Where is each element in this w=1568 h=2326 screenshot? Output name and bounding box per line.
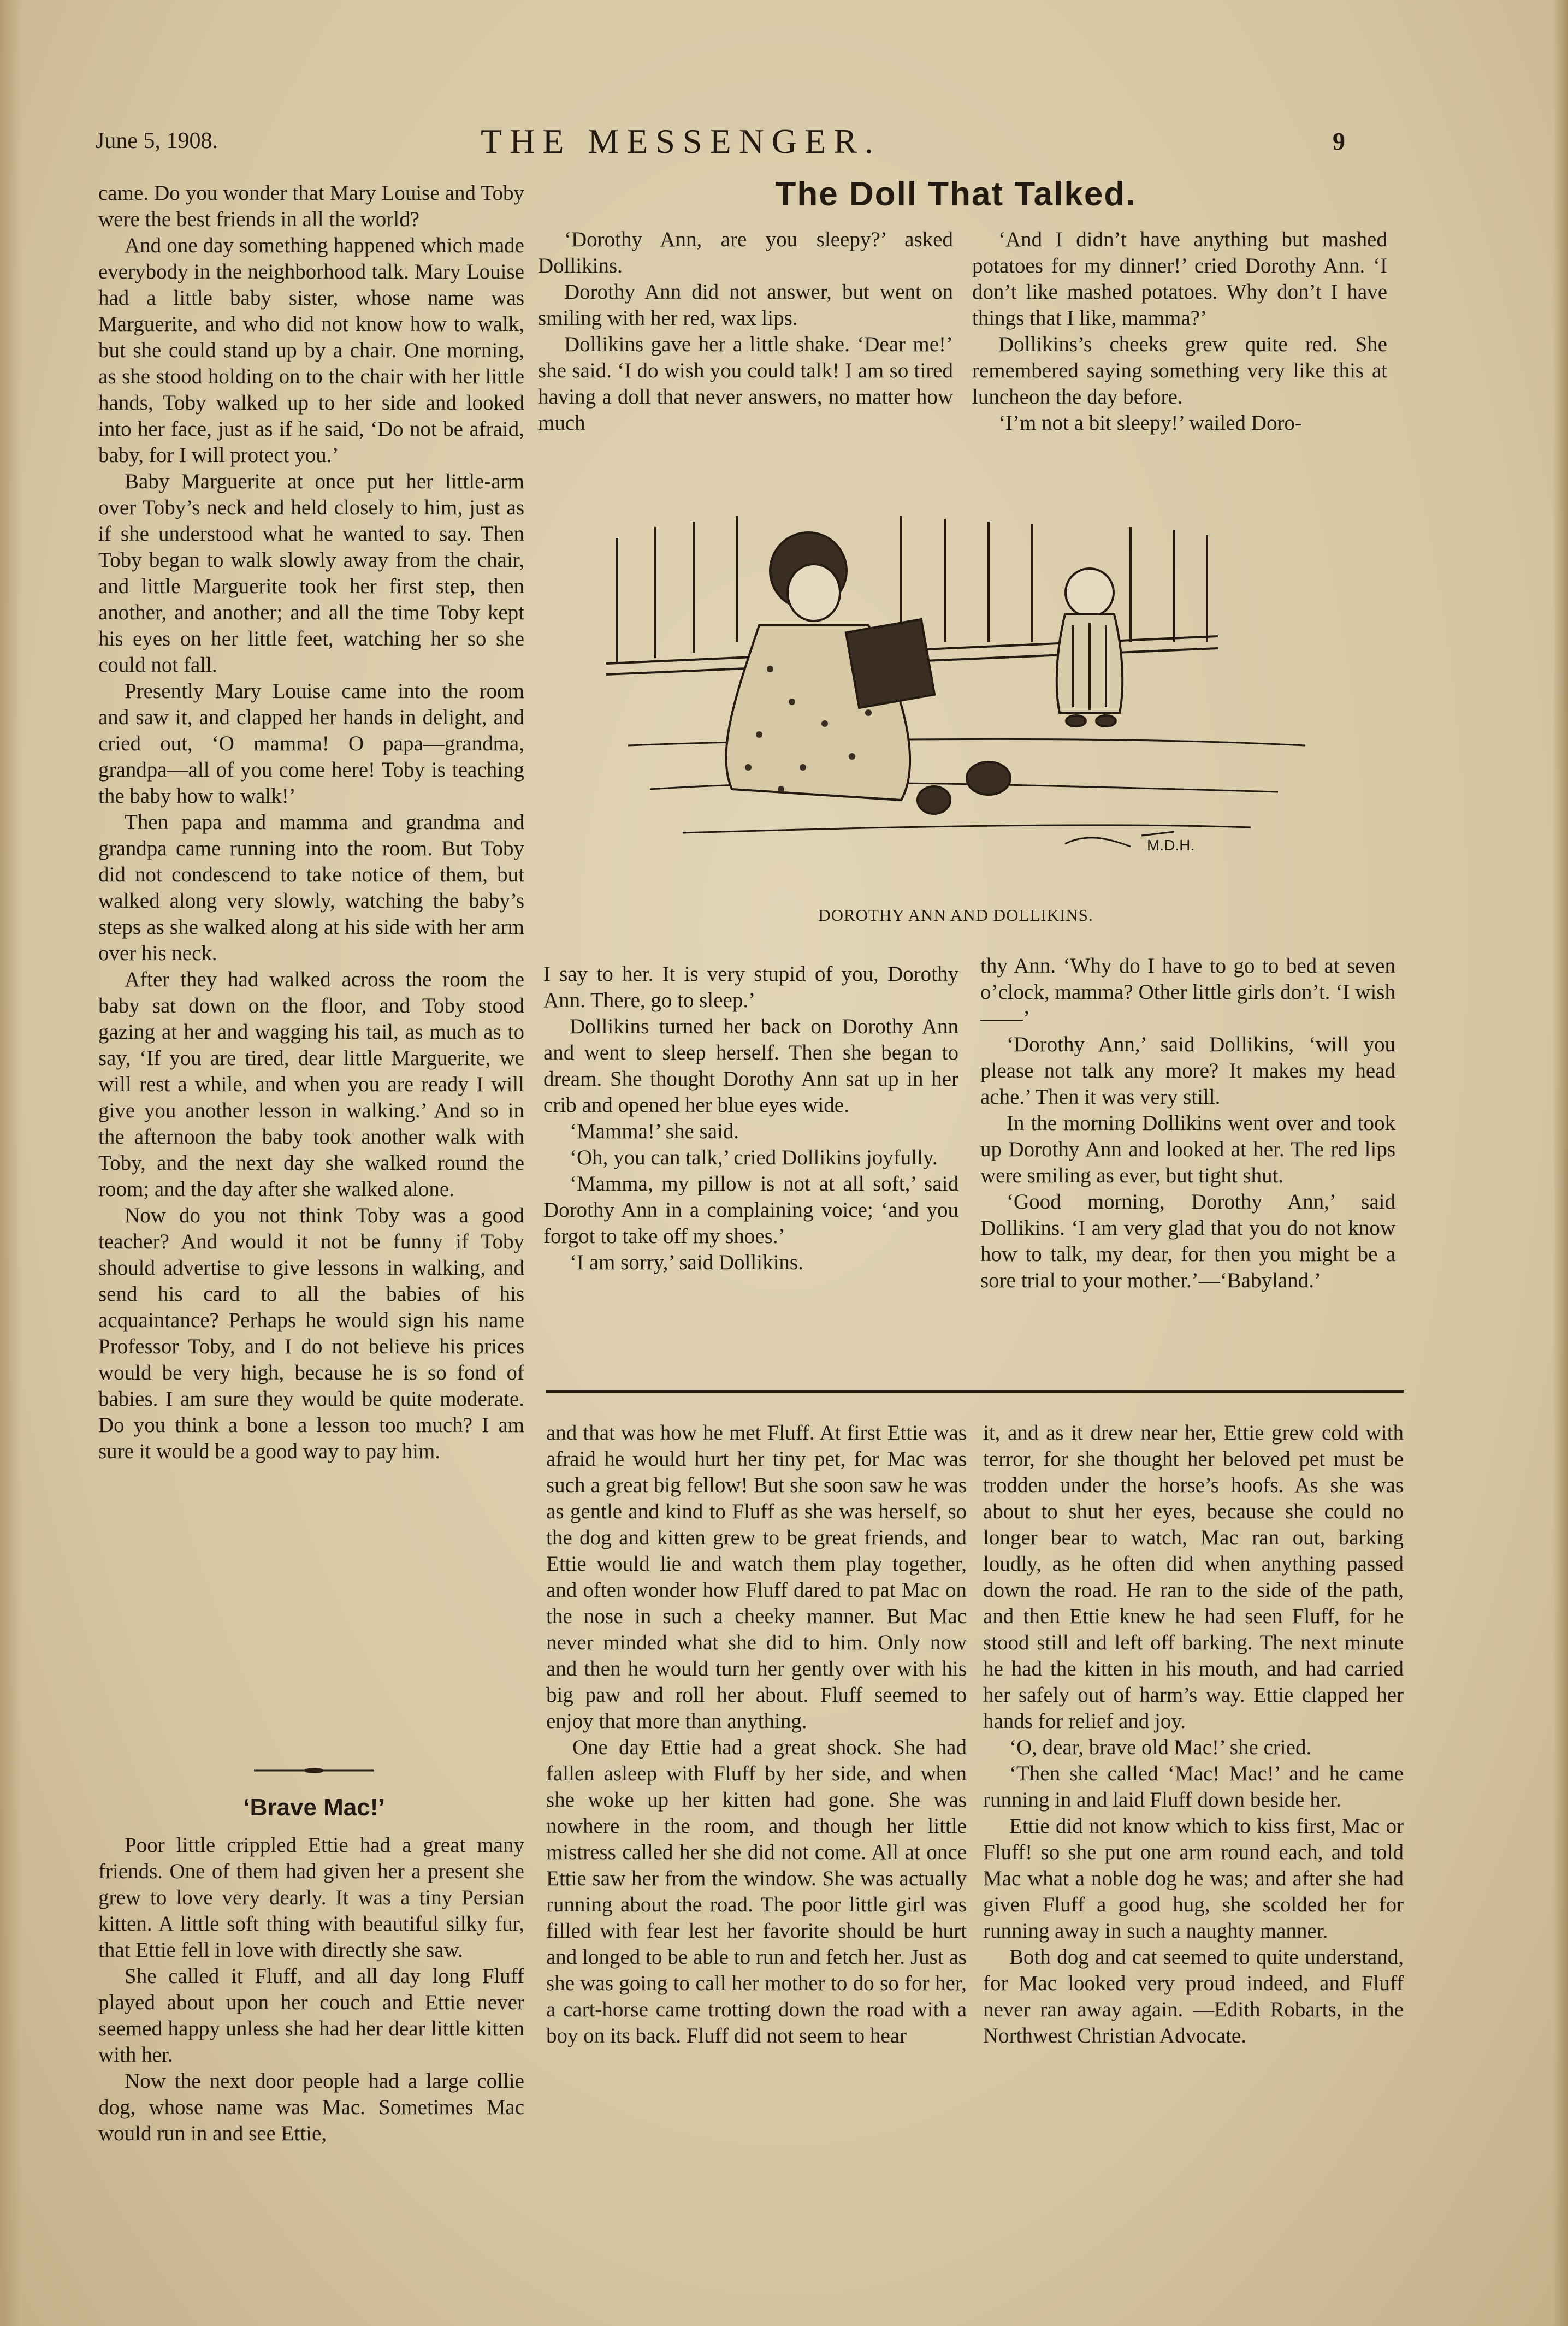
dorothy-ann-and-dollikins-illustration (595, 505, 1415, 866)
illustration-caption: DOROTHY ANN AND DOLLIKINS. (818, 905, 1093, 925)
paragraph: In the morning Dollikins went over and took up Dorothy Ann and looked at her. The red lips were smiling as ever, but tight shut. (980, 1111, 1395, 1187)
paragraph: thy Ann. ‘Why do I have to go to bed at seven o’clock, mamma? Other little girls don’t. ‘I wish——’ (980, 954, 1395, 1030)
paragraph: Dollikins’s cheeks grew quite red. She remembered saying something very like this at luncheon the day before. (972, 333, 1387, 409)
paragraph: After they had walked across the room the baby sat down on the floor, and Toby stood gazing at her and wagging his tail, as much as to say, ‘If you are tired, dear little Marguerite, we will rest a while, and when you are ready I will give you another lesson in walking.’ And so in the afternoon the baby took another walk with Toby, and the next day she walked round the room; and the day after she walked alone. (98, 968, 524, 1201)
doll-story-upper-left (538, 227, 953, 436)
column-1-toby-story (98, 180, 524, 1465)
paragraph: ‘Dorothy Ann,’ said Dollikins, ‘will you please not talk any more? It makes my head ache.’ Then it was very still. (980, 1033, 1395, 1109)
brave-mac-column-1 (98, 1832, 524, 2147)
masthead-title: THE MESSENGER. (481, 122, 881, 161)
page-edge (1553, 0, 1568, 2326)
paragraph: ‘I’m not a bit sleepy!’ wailed Doro- (998, 411, 1302, 435)
paragraph: I say to her. It is very stupid of you, Dorothy Ann. There, go to sleep.’ (543, 962, 958, 1012)
paragraph: came. Do you wonder that Mary Louise and Toby were the best friends in all the world? (98, 181, 524, 231)
paragraph: ‘Then she called ‘Mac! Mac!’ and he came running in and laid Fluff down beside her. (983, 1762, 1404, 1812)
paragraph: ‘O, dear, brave old Mac!’ she cried. (1009, 1736, 1312, 1759)
paragraph: Dollikins turned her back on Dorothy Ann and went to sleep herself. Then she began to dream. She thought Dorothy Ann sat up in her crib and opened her blue eyes wide. (543, 1015, 958, 1117)
brave-mac-column-2 (546, 1420, 967, 2049)
paragraph: Now the next door people had a large collie dog, whose name was Mac. Sometimes Mac would run in and see Ettie, (98, 2069, 524, 2145)
brave-mac-title: ‘Brave Mac!’ (243, 1794, 385, 1821)
illustration-signature: M.D.H. (1147, 837, 1195, 854)
paragraph: She called it Fluff, and all day long Fluff played about upon her couch and Ettie never seemed happy unless she had her dear little kitten with her. (98, 1964, 524, 2067)
paragraph: Dorothy Ann did not answer, but went on smiling with her red, wax lips. (538, 280, 953, 330)
brave-mac-column-3 (983, 1420, 1404, 2049)
paragraph: Presently Mary Louise came into the room and saw it, and clapped her hands in delight, and cried out, ‘O mamma! O papa—grandma, grandpa—all of you come here! Toby is teaching the baby how to walk!’ (98, 679, 524, 808)
paragraph: One day Ettie had a great shock. She had fallen asleep with Fluff by her side, and when she woke up her kitten had gone. She was nowhere in the room, and though her little mistress called her she did not come. All at once Ettie saw her from the window. She was actually running about the road. The poor little girl was filled with fear lest her favorite should be hurt and longed to be able to run and fetch her. Just as she was going to call her mother to do so for her, a cart-horse came trotting down the road with a boy on its back. Fluff did not seem to hear (546, 1736, 967, 2047)
paragraph: ‘I am sorry,’ said Dollikins. (570, 1251, 803, 1274)
doll-story-upper-right (972, 227, 1387, 436)
paragraph: ‘Dorothy Ann, are you sleepy?’ asked Dollikins. (538, 228, 953, 277)
paragraph: Both dog and cat seemed to quite understand, for Mac looked very proud indeed, and Fluff never ran away again. —Edith Robarts, in the Northwest Christian Advocate. (983, 1945, 1404, 2047)
paragraph: Then papa and mamma and grandma and grandpa came running into the room. But Toby did not condescend to take notice of them, but walked along very slowly, watching the baby’s steps as she walked along at his side with her arm over his neck. (98, 810, 524, 965)
paragraph: ‘Mamma!’ she said. (570, 1120, 739, 1143)
paragraph: Baby Marguerite at once put her little-arm over Toby’s neck and held closely to him, just as if she understood what he wanted to say. Then Toby began to walk slowly away from the chair, and little Marguerite took her first step, then another, and another; and all the time Toby kept his eyes on her little feet, watching her so she could not fall. (98, 470, 524, 677)
paragraph: ‘Oh, you can talk,’ cried Dollikins joyfully. (570, 1146, 938, 1169)
paragraph: ‘And I didn’t have anything but mashed potatoes for my dinner!’ cried Dorothy Ann. ‘I don’t like mashed potatoes. Why don’t I have things that I like, mamma?’ (972, 228, 1387, 330)
page-number: 9 (1333, 127, 1345, 155)
paragraph: Dollikins gave her a little shake. ‘Dear me!’ she said. ‘I do wish you could talk! I am so tired having a doll that never answers, no matter how much (538, 333, 953, 435)
doll-story-lower-left (543, 961, 958, 1276)
paragraph: it, and as it drew near her, Ettie grew cold with terror, for she thought her beloved pet must be trodden under the horse’s hoofs. As she was about to shut her eyes, because she could no longer bear to watch, Mac ran out, barking loudly, as he often did when anything passed down the road. He ran to the side of the path, and then Ettie knew he had seen Fluff, for he stood still and left off barking. The next minute he had the kitten in his mouth, and had carried her safely out of harm’s way. Ettie clapped her hands for relief and joy. (983, 1421, 1404, 1733)
page-shadow (0, 0, 22, 2326)
doll-story-title: The Doll That Talked. (775, 175, 1137, 213)
paragraph: ‘Good morning, Dorothy Ann,’ said Dollikins. ‘I am very glad that you do not know how to talk, my dear, for then you might be a sore trial to your mother.’—‘Babyland.’ (980, 1190, 1395, 1292)
issue-date: June 5, 1908. (96, 128, 218, 153)
paragraph: Now do you not think Toby was a good teacher? And would it not be funny if Toby should advertise to give lessons in walking, and send his card to all the babies of his acquaintance? Perhaps he would sign his name Professor Toby, and I do not believe his prices would be very high, because he is so fond of babies. I am sure they would be quite moderate. Do you think a bone a lesson too much? I am sure it would be a good way to pay him. (98, 1204, 524, 1463)
section-divider-ornament (254, 1767, 374, 1774)
section-rule (546, 1390, 1404, 1393)
paragraph: And one day something happened which made everybody in the neighborhood talk. Mary Louise had a little baby sister, whose name was Marguerite, and who did not know how to walk, but she could stand up by a chair. One morning, as she stood holding on to the chair with her little hands, Toby walked up to her side and looked into her face, just as if he said, ‘Do not be afraid, baby, for I will protect you.’ (98, 234, 524, 467)
paragraph: Poor little crippled Ettie had a great many friends. One of them had given her a present she grew to love very dearly. It was a tiny Persian kitten. A little soft thing with beautiful silky fur, that Ettie fell in love with directly she saw. (98, 1833, 524, 1962)
paragraph: ‘Mamma, my pillow is not at all soft,’ said Dorothy Ann in a complaining voice; ‘and you forgot to take off my shoes.’ (543, 1172, 958, 1248)
paragraph: Ettie did not know which to kiss first, Mac or Fluff! so she put one arm round each, and told Mac what a noble dog he was; and after she had given Fluff a good hug, she scolded her for running away in such a naughty manner. (983, 1814, 1404, 1943)
paragraph: and that was how he met Fluff. At first Ettie was afraid he would hurt her tiny pet, for Mac was such a great big fellow! But she soon saw he was as gentle and kind to Fluff as she was herself, so the dog and kitten grew to be great friends, and Ettie would lie and watch them play together, and often wonder how Fluff dared to pat Mac on the nose in such a cheeky manner. But Mac never minded what she did to him. Only now and then he would turn her gently over with his big paw and roll her about. Fluff seemed to enjoy that more than anything. (546, 1421, 967, 1733)
doll-story-lower-right (980, 953, 1395, 1294)
